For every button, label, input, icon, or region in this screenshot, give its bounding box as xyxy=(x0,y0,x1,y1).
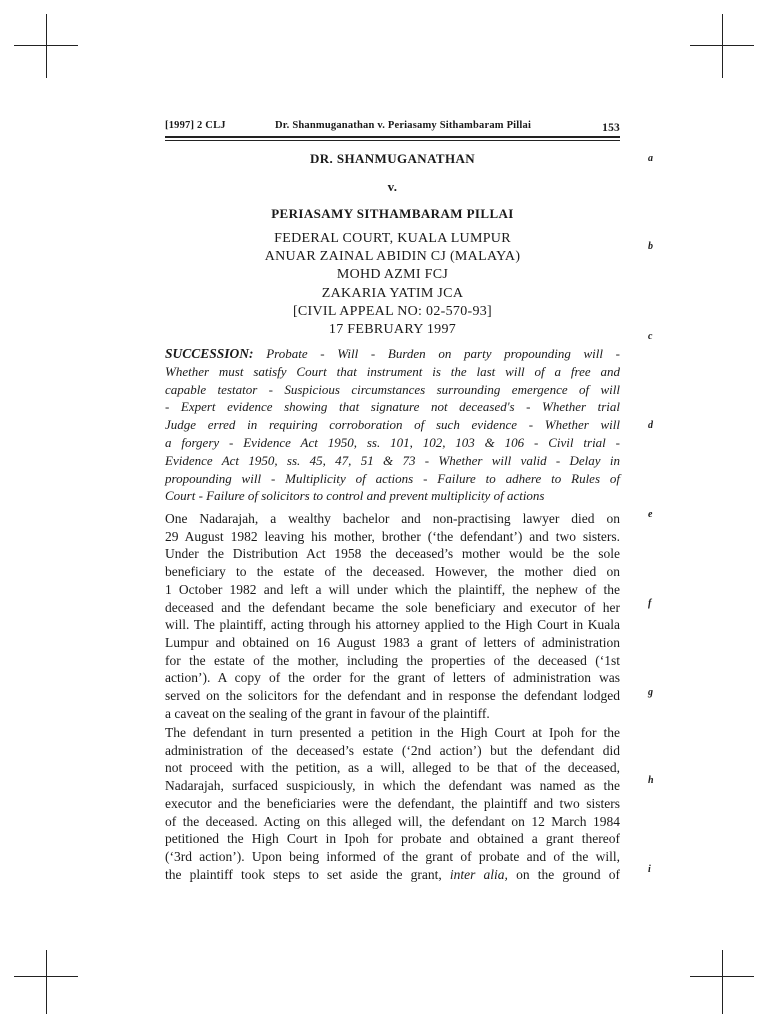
crop-mark-bottom-left-v xyxy=(46,950,47,1014)
header-citation: [1997] 2 CLJ xyxy=(165,120,226,131)
margin-letter-i: i xyxy=(648,864,651,875)
headnote-line: a forgery - Evidence Act 1950, ss. 101, 102, 103 & 106 - Civil trial - xyxy=(165,434,620,450)
margin-letter-h: h xyxy=(648,775,654,786)
body-line: One Nadarajah, a wealthy bachelor and non-practising lawyer died on xyxy=(165,511,620,526)
crop-mark-top-right-v xyxy=(722,14,723,78)
body-line: petitioned the High Court in Ipoh for probate and obtained a grant thereof xyxy=(165,831,620,847)
crop-mark-bottom-right-v xyxy=(722,950,723,1014)
headnote-line: capable testator - Suspicious circumstances surrounding emergence of will xyxy=(165,381,620,397)
headnote-line: Probate - Will - Burden on party propounding will - xyxy=(253,346,620,361)
margin-letter-b: b xyxy=(648,241,653,252)
crop-mark-top-left-v xyxy=(46,14,47,78)
body-line: administration of the deceased’s estate (‘2nd action’) but the defendant did xyxy=(165,742,620,758)
body-line: action’). A copy of the order for the grant of letters of administration was xyxy=(165,670,620,686)
party-two: PERIASAMY SITHAMBARAM PILLAI xyxy=(271,206,514,221)
body-line: Lumpur and obtained on 16 August 1983 a grant of letters of administration xyxy=(165,634,620,650)
paragraph-1 xyxy=(165,510,620,722)
margin-letter-e: e xyxy=(648,509,653,520)
body-line: for the estate of the mother, including the properties of the deceased (‘1st xyxy=(165,652,620,668)
body-line: Nadarajah, surfaced suspiciously, in which the defendant was named as the xyxy=(165,778,620,794)
body-line-last xyxy=(165,866,620,884)
court-line: ZAKARIA YATIM JCA xyxy=(321,285,464,301)
body-line: Under the Distribution Act 1958 the deceased’s mother would be the sole xyxy=(165,546,620,562)
court-line: ANUAR ZAINAL ABIDIN CJ (MALAYA) xyxy=(264,249,521,265)
court-line: [CIVIL APPEAL NO: 02-570-93] xyxy=(292,303,493,319)
margin-letter-c: c xyxy=(648,331,653,342)
text-segment: the plaintiff took steps to set aside the grant, xyxy=(165,866,450,882)
body-line: beneficiary to the estate of the deceased. However, the mother died on xyxy=(165,564,620,580)
crop-mark-top-left-h xyxy=(14,45,78,46)
court-line: FEDERAL COURT, KUALA LUMPUR xyxy=(274,231,511,246)
headnote-lead: SUCCESSION: xyxy=(165,346,254,361)
headnote-line: Evidence Act 1950, ss. 45, 47, 51 & 73 - Whether will valid - Delay in xyxy=(165,452,620,468)
headnote xyxy=(165,345,620,505)
versus: v. xyxy=(387,179,398,194)
body-line: a caveat on the sealing of the grant in favour of the plaintiff. xyxy=(165,705,490,721)
body-line: not proceed with the petition, as a will, alleged to be that of the deceased, xyxy=(165,760,620,776)
headnote-line: Court - Failure of solicitors to control and prevent multiplicity of actions xyxy=(165,488,545,504)
headnote-line: Judge erred in requiring corroboration of such evidence - Whether will xyxy=(165,417,620,433)
header-rule-thin xyxy=(165,140,620,141)
body-line: 1 October 1982 and left a will under which the plaintiff, the nephew of the xyxy=(165,581,620,597)
body-line: served on the solicitors for the defendant and in response the defendant lodged xyxy=(165,688,620,704)
body-line: 29 August 1982 leaving his mother, brother (‘the defendant’) and two sisters. xyxy=(165,528,620,544)
headnote-line: propounding will - Multiplicity of actions - Failure to adhere to Rules of xyxy=(165,470,620,486)
margin-letter-g: g xyxy=(648,687,653,698)
body-line: executor and the beneficiaries were the defendant, the plaintiff and two sisters xyxy=(165,795,620,811)
party-one: DR. SHANMUGANATHAN xyxy=(309,151,476,166)
body-line: deceased and the defendant became the sole beneficiary and executor of her xyxy=(165,599,620,615)
headnote-line: Whether must satisfy Court that instrument is the last will of a free and xyxy=(165,363,620,379)
court-line: MOHD AZMI FCJ xyxy=(336,267,449,283)
italic-phrase: inter alia, xyxy=(449,866,508,882)
crop-mark-top-right-h xyxy=(690,45,754,46)
body-line: of the deceased. Acting on this alleged will, the defendant on 12 March 1984 xyxy=(165,813,620,829)
crop-mark-bottom-left-h xyxy=(14,976,78,977)
margin-letter-d: d xyxy=(648,420,653,431)
court-line: 17 FEBRUARY 1997 xyxy=(328,322,457,338)
court-info xyxy=(165,230,620,339)
margin-letter-f: f xyxy=(648,598,652,609)
body-line: will. The plaintiff, acting through his attorney applied to the High Court in Kuala xyxy=(165,617,620,633)
header-rule-thick xyxy=(165,136,620,138)
page-number: 153 xyxy=(602,122,620,134)
crop-mark-bottom-right-h xyxy=(690,976,754,977)
body-line: (‘3rd action’). Upon being informed of the grant of probate and of the will, xyxy=(165,848,620,864)
headnote-line: - Expert evidence showing that signature not deceased's - Whether trial xyxy=(165,399,620,415)
text-segment: on the ground of xyxy=(507,866,621,882)
running-header xyxy=(165,120,620,136)
paragraph-2 xyxy=(165,724,620,883)
margin-letter-a: a xyxy=(648,153,653,164)
body-line: The defendant in turn presented a petition in the High Court at Ipoh for the xyxy=(165,725,620,740)
header-case-title: Dr. Shanmuganathan v. Periasamy Sithambaram Pillai xyxy=(275,120,532,131)
